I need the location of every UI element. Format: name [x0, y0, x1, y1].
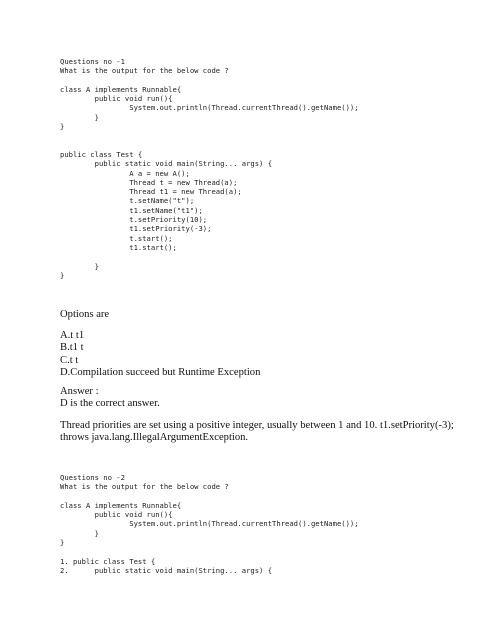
code-line: } [60, 270, 65, 280]
option-c: C.t t [60, 354, 79, 366]
code-line: class A implements Runnable{ [60, 500, 182, 510]
code-line: t1.setPriority(-3); [60, 224, 212, 234]
question-2-code [60, 473, 359, 575]
question-1-code [60, 57, 359, 280]
code-line: t1.setName("t1"); [60, 205, 203, 215]
code-line: 2. public static void main(String... args) { [60, 565, 273, 575]
code-line: public static void main(String... args) { [60, 159, 273, 169]
code-line: } [60, 112, 99, 122]
code-line: public void run(){ [60, 510, 173, 520]
code-line: } [60, 528, 99, 538]
code-line: What is the output for the below code ? [60, 482, 229, 492]
code-line: public class Test { [60, 149, 143, 159]
code-line: Thread t1 = new Thread(a); [60, 187, 242, 197]
options-heading-text: Options are [60, 309, 110, 320]
option-b: B.t1 t [60, 342, 84, 354]
answer-block [60, 386, 460, 411]
option-a: A.t t1 [60, 330, 85, 341]
option-d: D.Compilation succeed but Runtime Exception [60, 367, 261, 379]
code-line: t1.start(); [60, 242, 177, 252]
code-line: Questions no -2 [60, 473, 125, 482]
code-line: t.start(); [60, 233, 173, 243]
code-line: Questions no -1 [60, 57, 125, 66]
code-line: t.setName("t"); [60, 196, 195, 206]
code-line: System.out.println(Thread.currentThread().getName()); [60, 519, 359, 529]
code-line: What is the output for the below code ? [60, 66, 229, 76]
code-line: } [60, 122, 65, 132]
options-list [60, 330, 460, 380]
explanation [60, 420, 460, 445]
code-line: public void run(){ [60, 94, 173, 104]
code-line: class A implements Runnable{ [60, 84, 182, 94]
options-heading [60, 309, 460, 321]
code-line: System.out.println(Thread.currentThread().getName()); [60, 103, 359, 113]
explanation-text: Thread priorities are set using a positive integer, usually between 1 and 10. t1.setPriority(-3); throws java.lang.IllegalArgumentException. [60, 420, 454, 444]
code-line: A a = new A(); [60, 168, 190, 178]
answer-text: D is the correct answer. [60, 398, 160, 410]
code-line: t.setPriority(10); [60, 215, 208, 225]
code-line: } [60, 538, 65, 548]
code-line: 1. public class Test { [60, 556, 156, 566]
code-line: } [60, 261, 99, 271]
answer-label: Answer : [60, 386, 99, 397]
code-line: Thread t = new Thread(a); [60, 177, 238, 187]
